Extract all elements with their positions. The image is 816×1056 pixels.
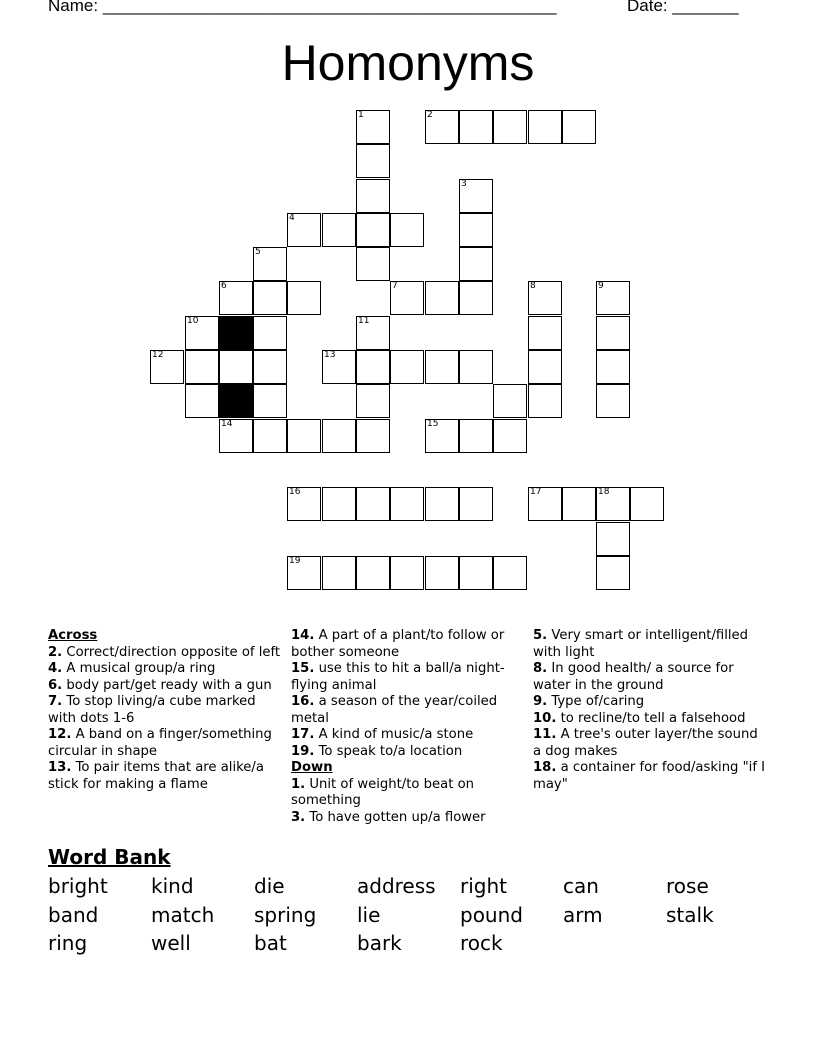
word-bank-word: kind — [151, 874, 194, 898]
crossword-cell[interactable] — [459, 213, 493, 247]
crossword-cell[interactable] — [596, 384, 630, 418]
crossword-cell[interactable] — [596, 522, 630, 556]
crossword-cell[interactable] — [356, 384, 390, 418]
crossword-cell[interactable] — [322, 487, 356, 521]
clue-number: 11 — [358, 316, 370, 326]
clue-number: 5 — [255, 247, 261, 257]
word-bank-word: address — [357, 874, 436, 898]
clue-item: 17. A kind of music/a stone — [291, 727, 474, 742]
crossword-cell[interactable] — [459, 419, 493, 453]
clue-item: 14. A part of a plant/to follow or bother someone — [291, 628, 505, 660]
crossword-cell[interactable] — [356, 213, 390, 247]
crossword-cell[interactable] — [253, 350, 287, 384]
clue-item: 8. In good health/ a source for water in the ground — [533, 661, 734, 693]
crossword-cell[interactable] — [528, 316, 562, 350]
clue-number: 18 — [598, 487, 610, 497]
word-bank-word: bright — [48, 874, 108, 898]
crossword-cell[interactable] — [185, 350, 219, 384]
crossword-cell[interactable] — [493, 110, 527, 144]
crossword-cell[interactable] — [253, 419, 287, 453]
crossword-cell[interactable] — [356, 179, 390, 213]
crossword-cell[interactable] — [356, 487, 390, 521]
crossword-cell[interactable] — [528, 487, 562, 521]
crossword-cell[interactable] — [356, 316, 390, 350]
crossword-cell[interactable] — [356, 144, 390, 178]
clue-number: 1 — [358, 110, 364, 120]
down-heading: Down — [291, 760, 333, 775]
crossword-cell[interactable] — [185, 316, 219, 350]
clue-number: 13 — [324, 350, 336, 360]
crossword-cell[interactable] — [528, 384, 562, 418]
word-bank-word: rose — [666, 874, 709, 898]
date-field[interactable]: Date: _______ — [627, 0, 739, 15]
clue-item: 3. To have gotten up/a flower — [291, 809, 486, 825]
crossword-cell[interactable] — [425, 110, 459, 144]
crossword-cell[interactable] — [596, 316, 630, 350]
clue-item: 16. a season of the year/coiled metal — [291, 694, 498, 726]
clue-number: 9 — [598, 281, 604, 291]
clue-number: 19 — [289, 556, 301, 566]
crossword-cell[interactable] — [630, 487, 664, 521]
crossword-cell[interactable] — [493, 556, 527, 590]
word-bank-word: arm — [563, 902, 603, 927]
crossword-cell[interactable] — [425, 487, 459, 521]
crossword-cell[interactable] — [528, 350, 562, 384]
crossword-cell[interactable] — [219, 419, 253, 453]
word-bank-word: well — [151, 931, 191, 955]
clue-item: 12. A band on a finger/something circular in shape — [48, 727, 272, 759]
crossword-cell[interactable] — [356, 419, 390, 453]
black-square — [219, 384, 253, 418]
clue-item: 6. body part/get ready with a gun — [48, 677, 272, 693]
crossword-cell[interactable] — [390, 487, 424, 521]
crossword-cell[interactable] — [425, 556, 459, 590]
crossword-cell[interactable] — [390, 350, 424, 384]
crossword-cell[interactable] — [185, 384, 219, 418]
crossword-cell[interactable] — [253, 281, 287, 315]
clue-number: 7 — [392, 281, 398, 291]
crossword-cell[interactable] — [390, 281, 424, 315]
crossword-cell[interactable] — [287, 213, 321, 247]
crossword-cell[interactable] — [253, 247, 287, 281]
clues-column-3 — [533, 628, 768, 793]
page-title: Homonyms — [281, 35, 535, 91]
crossword-cell[interactable] — [219, 350, 253, 384]
clue-number: 4 — [289, 213, 295, 223]
word-bank-word: band — [48, 902, 99, 927]
crossword-cell[interactable] — [322, 556, 356, 590]
crossword-cell[interactable] — [356, 556, 390, 590]
crossword-cell[interactable] — [596, 487, 630, 521]
crossword-cell[interactable] — [493, 384, 527, 418]
crossword-cell[interactable] — [322, 350, 356, 384]
clue-item: 1. Unit of weight/to beat on something — [291, 776, 475, 808]
word-bank-word: bark — [357, 931, 402, 955]
clues-column-2 — [291, 628, 526, 826]
word-bank-word: rock — [460, 931, 503, 955]
clue-item: 13. To pair items that are alike/a stick for making a flame — [48, 760, 264, 792]
clue-number: 15 — [427, 419, 439, 429]
clue-item: 2. Correct/direction opposite of left — [48, 644, 281, 660]
clue-number: 10 — [187, 316, 199, 326]
clue-item: 11. A tree's outer layer/the sound a dog makes — [533, 727, 758, 759]
clue-item: 9. Type of/caring — [533, 694, 645, 709]
clue-item: 19. To speak to/a location — [291, 743, 463, 759]
word-bank-word: ring — [48, 931, 88, 955]
crossword-cell[interactable] — [459, 556, 493, 590]
crossword-cell[interactable] — [150, 350, 184, 384]
word-bank-word: stalk — [666, 902, 714, 927]
crossword-cell[interactable] — [390, 556, 424, 590]
crossword-cell[interactable] — [596, 556, 630, 590]
word-bank-word: lie — [357, 902, 381, 927]
crossword-cell[interactable] — [287, 419, 321, 453]
crossword-cell[interactable] — [459, 350, 493, 384]
across-heading: Across — [48, 628, 98, 643]
word-bank-word: match — [151, 902, 215, 927]
clue-item: 7. To stop living/a cube marked with dots 1-6 — [48, 694, 256, 726]
crossword-cell[interactable] — [562, 110, 596, 144]
word-bank-word: die — [254, 874, 285, 898]
crossword-cell[interactable] — [596, 350, 630, 384]
word-bank-word: right — [460, 874, 507, 898]
clue-number: 8 — [530, 281, 536, 291]
clue-item: 5. Very smart or intelligent/filled with light — [533, 628, 749, 660]
crossword-cell[interactable] — [356, 110, 390, 144]
clue-item: 10. to recline/to tell a falsehood — [533, 710, 746, 726]
black-square — [219, 316, 253, 350]
clue-number: 17 — [530, 487, 542, 497]
clue-item: 18. a container for food/asking "if I may" — [533, 760, 766, 792]
clue-number: 12 — [152, 350, 164, 360]
crossword-cell[interactable] — [528, 110, 562, 144]
crossword-cell[interactable] — [287, 487, 321, 521]
clue-number: 14 — [221, 419, 233, 429]
crossword-cell[interactable] — [425, 350, 459, 384]
clue-item: 15. use this to hit a ball/a night-flying animal — [291, 661, 505, 693]
crossword-cell[interactable] — [425, 281, 459, 315]
clues-column-1 — [48, 628, 283, 793]
clue-number: 6 — [221, 281, 227, 291]
crossword-cell[interactable] — [528, 281, 562, 315]
crossword-cell[interactable] — [596, 281, 630, 315]
crossword-cell[interactable] — [287, 556, 321, 590]
crossword-cell[interactable] — [459, 110, 493, 144]
crossword-cell[interactable] — [425, 419, 459, 453]
clue-item: 4. A musical group/a ring — [48, 661, 216, 676]
crossword-cell[interactable] — [459, 179, 493, 213]
crossword-cell[interactable] — [322, 213, 356, 247]
crossword-cell[interactable] — [562, 487, 596, 521]
word-bank-word: can — [563, 874, 599, 898]
crossword-cell[interactable] — [459, 247, 493, 281]
crossword-cell[interactable] — [459, 281, 493, 315]
crossword-cell[interactable] — [253, 316, 287, 350]
crossword-cell[interactable] — [459, 487, 493, 521]
name-field[interactable]: Name: ________________________________________________ — [48, 0, 557, 15]
crossword-cell[interactable] — [253, 384, 287, 418]
crossword-cell[interactable] — [219, 281, 253, 315]
crossword-cell[interactable] — [287, 281, 321, 315]
word-bank-title: Word Bank — [48, 845, 171, 869]
clue-number: 3 — [461, 179, 467, 189]
crossword-cell[interactable] — [390, 213, 424, 247]
crossword-cell[interactable] — [322, 419, 356, 453]
crossword-cell[interactable] — [493, 419, 527, 453]
crossword-cell[interactable] — [356, 247, 390, 281]
clue-number: 2 — [427, 110, 433, 120]
word-bank-word: bat — [254, 931, 287, 955]
word-bank-word: spring — [254, 902, 317, 927]
clue-number: 16 — [289, 487, 301, 497]
crossword-cell[interactable] — [356, 350, 390, 384]
word-bank-word: pound — [460, 902, 523, 927]
